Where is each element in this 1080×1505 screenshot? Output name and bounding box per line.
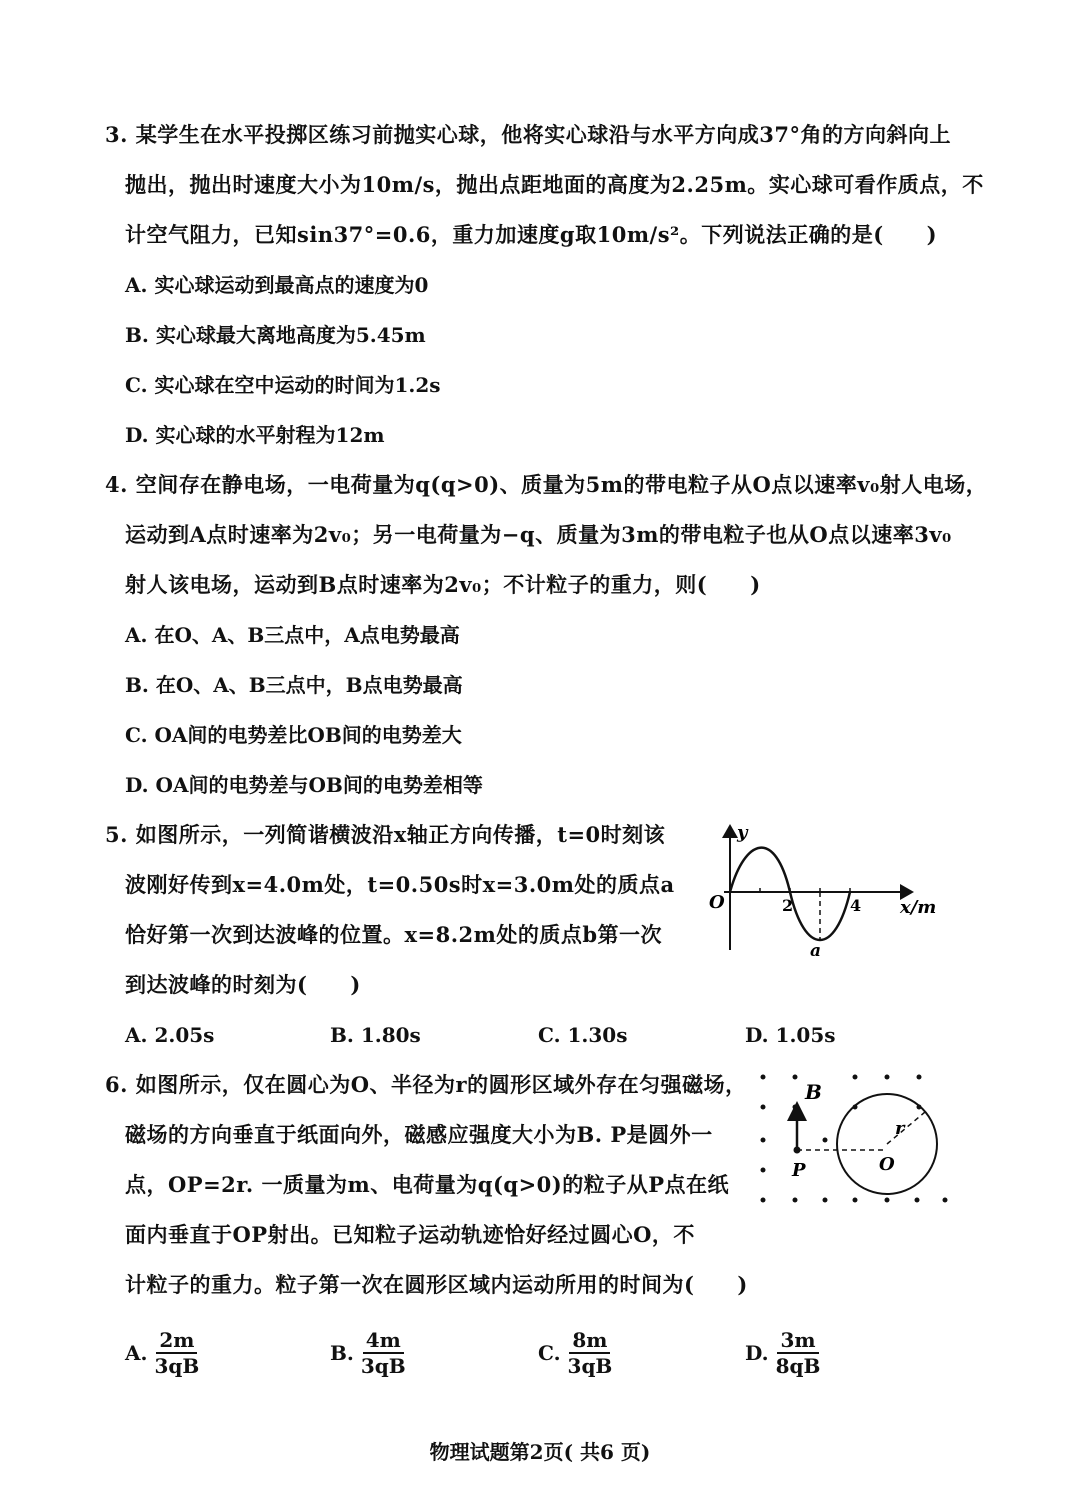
q3-line-1: 3. 某学生在水平投掷区练习前抛实心球，他将实心球沿与水平方向成37°角的方向斜向上 [105, 122, 951, 147]
q4-line-3: 射人该电场，运动到B点时速率为2v₀；不计粒子的重力，则( ) [125, 572, 761, 597]
q4-line-1: 4. 空间存在静电场，一电荷量为q(q>0)、质量为5m的带电粒子从O点以速率v₀射人电场， [105, 472, 988, 497]
q6-line-3: 点，OP=2r. 一质量为m、电荷量为q(q>0)的粒子从P点在纸 [125, 1172, 730, 1197]
q4-option-a: A. 在O、A、B三点中，A点电势最高 [125, 623, 460, 647]
q5-option-d: D. 1.05s [745, 1023, 836, 1047]
label-o: O [879, 1154, 895, 1175]
label-r: r [895, 1118, 905, 1139]
q6-line-5: 计粒子的重力。粒子第一次在圆形区域内运动所用的时间为( ) [125, 1272, 748, 1297]
q5-line-4: 到达波峰的时刻为( ) [125, 972, 361, 997]
q5-option-b: B. 1.80s [330, 1023, 421, 1047]
x-axis-label: x/m [900, 897, 937, 918]
page-footer: 物理试题第2页( 共6 页) [429, 1440, 651, 1464]
q3-option-b: B. 实心球最大离地高度为5.45m [125, 323, 426, 347]
q4-option-d: D. OA间的电势差与OB间的电势差相等 [125, 773, 483, 797]
q6-line-4: 面内垂直于OP射出。已知粒子运动轨迹恰好经过圆心O，不 [125, 1222, 695, 1247]
q3-option-c: C. 实心球在空中运动的时间为1.2s [125, 373, 441, 397]
tick-label-2: 2 [782, 896, 794, 915]
wave-graph [700, 818, 950, 958]
q6-option-c: C. $\frac{8m}{3qB}$ [538, 1328, 613, 1378]
q5-line-2: 波刚好传到x=4.0m处，t=0.50s时x=3.0m处的质点a [125, 872, 675, 897]
q3-option-d: D. 实心球的水平射程为12m [125, 423, 385, 447]
q5-option-a: A. 2.05s [125, 1023, 215, 1047]
q4-option-b: B. 在O、A、B三点中，B点电势最高 [125, 673, 463, 697]
q6-option-d: D. $\frac{3m}{8qB}$ [745, 1328, 821, 1378]
q6-line-1: 6. 如图所示，仅在圆心为O、半径为r的圆形区域外存在匀强磁场， [105, 1072, 747, 1097]
y-axis-label: y [737, 822, 748, 843]
q5-line-1: 5. 如图所示，一列简谐横波沿x轴正方向传播，t=0时刻该 [105, 822, 666, 847]
point-a-label: a [810, 941, 822, 958]
q5-option-c: C. 1.30s [538, 1023, 628, 1047]
wave-curve [730, 848, 850, 940]
q3-line-2: 抛出，抛出时速度大小为10m/s，抛出点距地面的高度为2.25m。实心球可看作质点，不 [125, 172, 984, 197]
q5-line-3: 恰好第一次到达波峰的位置。x=8.2m处的质点b第一次 [125, 922, 663, 947]
q4-line-2: 运动到A点时速率为2v₀；另一电荷量为−q、质量为3m的带电粒子也从O点以速率3v₀ [125, 522, 952, 547]
q6-option-a: A. $\frac{2m}{3qB}$ [125, 1328, 200, 1378]
q3-option-a: A. 实心球运动到最高点的速度为0 [125, 273, 429, 297]
label-p: P [792, 1160, 806, 1181]
q3-line-3: 计空气阻力，已知sin37°=0.6，重力加速度g取10m/s²。下列说法正确的是( ) [125, 222, 938, 247]
radius-line [887, 1112, 925, 1144]
tick-label-4: 4 [850, 896, 862, 915]
q6-option-b: B. $\frac{4m}{3qB}$ [330, 1328, 406, 1378]
q4-option-c: C. OA间的电势差比OB间的电势差大 [125, 723, 462, 747]
origin-label: O [709, 892, 725, 913]
magnetic-field-figure [745, 1062, 955, 1212]
q6-line-2: 磁场的方向垂直于纸面向外，磁感应强度大小为B. P是圆外一 [125, 1122, 713, 1147]
label-b: B [805, 1080, 822, 1104]
